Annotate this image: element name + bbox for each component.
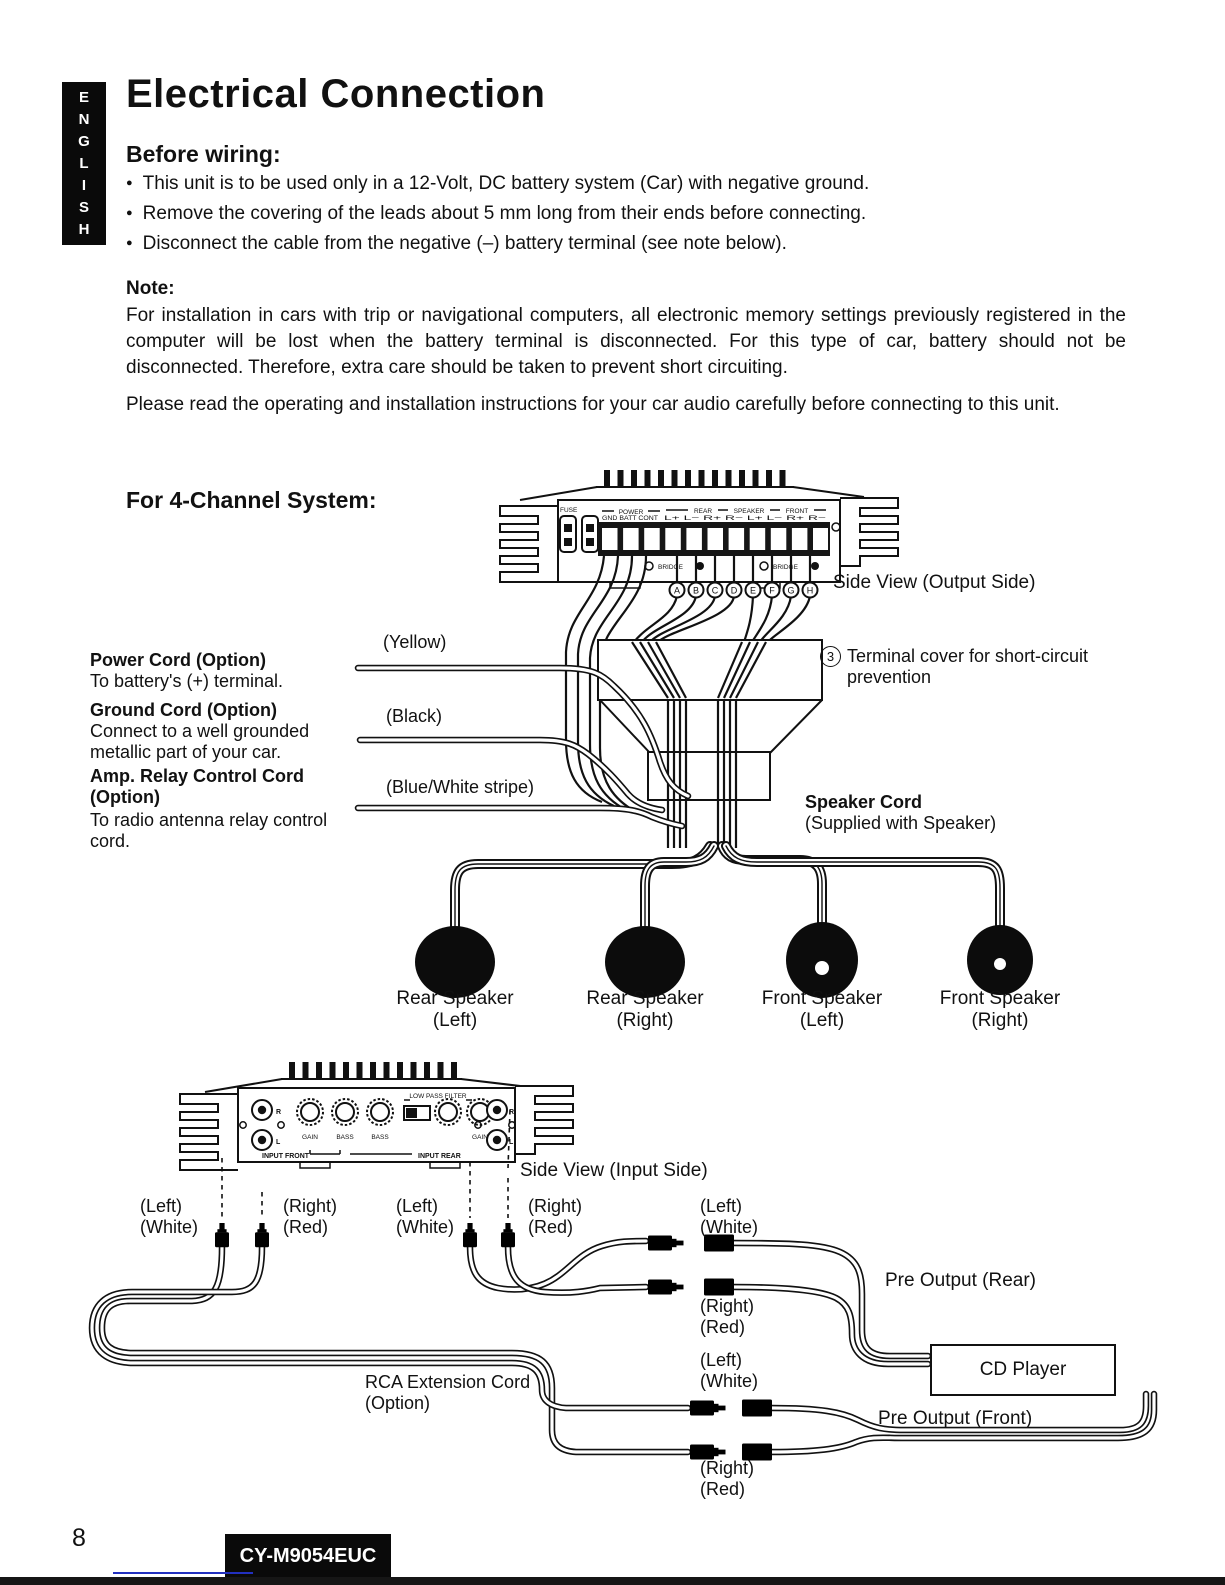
bullet-item: [126, 170, 869, 200]
wire-letter-b: B: [692, 585, 700, 596]
cd-player-label: CD Player: [979, 1359, 1067, 1380]
rear-group-label: REAR: [693, 508, 713, 515]
lang-letter: N: [78, 110, 90, 128]
before-wiring-list: [126, 170, 869, 260]
rca-extension-label: [365, 1372, 530, 1414]
rca-left: (Left): [700, 1196, 743, 1216]
wire-letter-h: H: [806, 585, 814, 596]
jack-r-rear-label: R: [509, 1109, 515, 1116]
input-front-label: INPUT FRONT: [262, 1153, 310, 1160]
note-heading: Note:: [126, 278, 175, 299]
wire-letter-c: C: [711, 585, 719, 596]
bullet-icon: ●: [126, 237, 133, 249]
yellow-wire-label: (Yellow): [383, 632, 447, 652]
rca-left: (Left): [140, 1196, 183, 1216]
bullet-item: [126, 200, 869, 230]
relay-cord-desc: To radio antenna relay control cord.: [90, 810, 328, 851]
speaker-cord-subtitle: (Supplied with Speaker): [805, 813, 997, 833]
model-number: CY-M9054EUC: [239, 1544, 377, 1567]
bridge1-label: BRIDGE: [658, 564, 683, 571]
jack-r-front-label: R: [276, 1109, 282, 1116]
rca-left-color: (White): [700, 1217, 758, 1237]
jack-l-rear-label: L: [509, 1139, 514, 1146]
terminal-cover-text: Terminal cover for short-circuit prevention: [847, 646, 1089, 687]
power-cord-title: Power Cord (Option): [90, 650, 266, 670]
bullet-icon: ●: [126, 177, 133, 189]
rear-speaker-left-label: [370, 988, 540, 1032]
pre-output-front-label: Pre Output (Front): [878, 1408, 1033, 1429]
rear-input-right-label: [528, 1196, 582, 1238]
side-view-output-label: Side View (Output Side): [833, 572, 1036, 593]
speaker-name: Rear Speaker: [586, 988, 704, 1009]
wire-letter-f: F: [769, 585, 775, 596]
front-group-label: FRONT: [785, 508, 809, 515]
input-rear-label: INPUT REAR: [418, 1153, 461, 1160]
lang-letter: L: [79, 154, 89, 172]
rca-left: (Left): [700, 1350, 743, 1370]
rca-left-color: (White): [396, 1217, 454, 1237]
amp-input-drawing: [180, 1070, 573, 1170]
front-input-left-label: [140, 1196, 198, 1238]
lang-letter: H: [78, 220, 90, 238]
front-output-left-label: [700, 1350, 758, 1392]
front-speaker-right-label: [915, 988, 1085, 1032]
rca-left: (Left): [396, 1196, 439, 1216]
footer-underline: [113, 1572, 253, 1574]
wire-letter-g: G: [787, 585, 795, 596]
rca-right: (Right): [528, 1196, 583, 1216]
rca-connectors: [215, 1223, 772, 1461]
bullet-text: This unit is to be used only in a 12-Volt, DC battery system (Car) with negative ground.: [142, 173, 870, 194]
rca-right: (Right): [700, 1458, 755, 1478]
speaker-name: Front Speaker: [939, 988, 1061, 1009]
speaker-position: (Left): [799, 1010, 845, 1031]
power-terminal-labels: GND BATT CONT: [602, 515, 659, 522]
speaker-name: Rear Speaker: [396, 988, 514, 1009]
before-wiring-heading: Before wiring:: [126, 141, 281, 167]
bullet-icon: ●: [126, 207, 133, 219]
rca-left-color: (White): [700, 1371, 758, 1391]
terminal-cover-label: [820, 646, 1092, 688]
rca-right-color: (Red): [283, 1217, 329, 1237]
power-cord-desc: To battery's (+) terminal.: [90, 671, 283, 691]
rca-extension-line1: RCA Extension Cord: [365, 1372, 531, 1392]
rca-right-color: (Red): [700, 1317, 746, 1337]
speaker-position: (Left): [432, 1010, 478, 1031]
black-wire-label: (Black): [386, 706, 443, 726]
speaker-terminal-labels: L+ L− R+ R− L+ L− R+ R−: [664, 515, 827, 522]
note-paragraph: For installation in cars with trip or navigational computers, all electronic memory settings previously registered in the computer will be lost when the battery terminal is disconnected. For this type of car, battery should not be disconnected. Therefore, extra care should be taken to prevent short circuiting.: [126, 305, 1126, 378]
wire-letter-badges: [670, 583, 818, 598]
rca-right: (Right): [700, 1296, 755, 1316]
rca-right: (Right): [283, 1196, 338, 1216]
circled-number-3: 3: [820, 646, 841, 667]
rca-right-color: (Red): [528, 1217, 574, 1237]
gain-rear-label: GAIN: [472, 1134, 488, 1141]
bass1-label: BASS: [336, 1134, 354, 1141]
ground-cord-desc: Connect to a well grounded metallic part of your car.: [90, 721, 310, 762]
terminal-cover-drawing: [598, 640, 822, 848]
bullet-text: Disconnect the cable from the negative (–) battery terminal (see note below).: [142, 233, 787, 254]
ground-cord-title: Ground Cord (Option): [90, 700, 277, 720]
blue-white-wire-label: (Blue/White stripe): [386, 777, 535, 797]
gain-front-label: GAIN: [302, 1134, 318, 1141]
speaker-cord-title: Speaker Cord: [805, 792, 923, 812]
four-channel-heading: For 4-Channel System:: [126, 487, 377, 513]
lang-letter: G: [78, 132, 90, 150]
rear-input-left-label: [396, 1196, 454, 1238]
rca-extension-line2: (Option): [365, 1393, 431, 1413]
bullet-text: Remove the covering of the leads about 5 mm long from their ends before connecting.: [142, 203, 867, 224]
rca-left-color: (White): [140, 1217, 198, 1237]
speaker-position: (Right): [971, 1010, 1029, 1031]
page-title: Electrical Connection: [126, 72, 546, 116]
fuse-label: FUSE: [560, 507, 578, 514]
rear-output-left-label: [700, 1196, 758, 1238]
language-tab-english: [62, 82, 106, 245]
wire-letter-a: A: [673, 585, 681, 596]
lang-letter: E: [78, 88, 89, 106]
front-input-right-label: [283, 1196, 337, 1238]
relay-cord-title: Amp. Relay Control Cord (Option): [90, 766, 305, 807]
side-view-input-label: Side View (Input Side): [520, 1160, 708, 1181]
page-number: 8: [72, 1524, 86, 1552]
pre-output-rear-label: Pre Output (Rear): [885, 1270, 1036, 1291]
wire-letter-d: D: [730, 585, 738, 596]
lang-letter: I: [81, 176, 87, 194]
front-speaker-left-label: [737, 988, 907, 1032]
bullet-item: [126, 230, 869, 260]
power-group-label: POWER: [618, 509, 644, 516]
lang-letter: S: [78, 198, 89, 216]
rear-speaker-right-label: [560, 988, 730, 1032]
speaker-name: Front Speaker: [761, 988, 883, 1009]
speaker-position: (Right): [616, 1010, 674, 1031]
speaker-drawings: [415, 922, 1033, 998]
speaker-cord-drops: [455, 846, 1000, 926]
low-pass-filter-label: LOW PASS FILTER: [409, 1093, 467, 1100]
bridge2-label: BRIDGE: [773, 564, 798, 571]
front-output-right-label: [700, 1458, 754, 1500]
rca-right-color: (Red): [700, 1479, 746, 1499]
read-instructions-paragraph: Please read the operating and installation instructions for your car audio carefully before connecting to this unit.: [126, 394, 1060, 415]
wire-letter-e: E: [749, 585, 757, 596]
cd-player-box: [930, 1344, 1116, 1396]
jack-l-front-label: L: [276, 1139, 281, 1146]
page-bottom-rule: [0, 1577, 1225, 1585]
bass2-label: BASS: [371, 1134, 389, 1141]
rear-output-right-label: [700, 1296, 754, 1338]
speaker-group-label: SPEAKER: [733, 508, 765, 515]
